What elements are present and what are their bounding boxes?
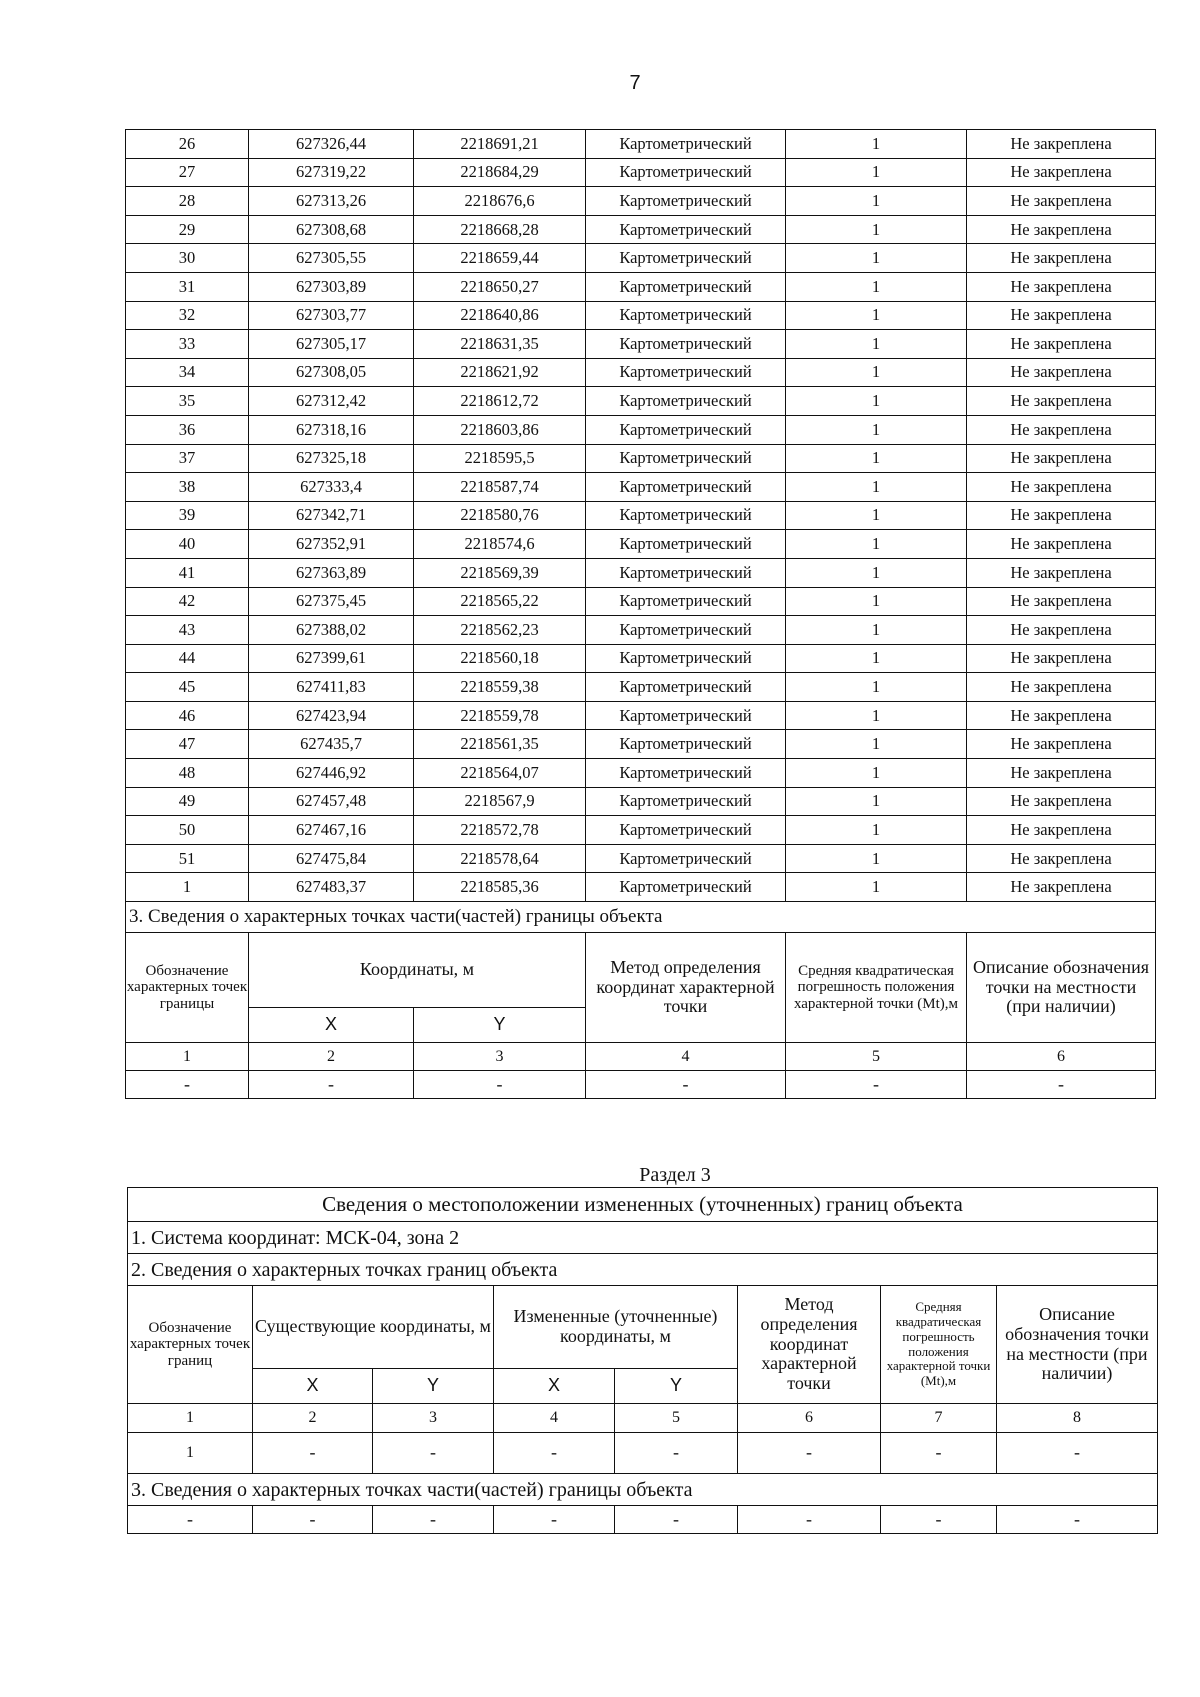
empty-cell: - (253, 1433, 373, 1474)
header-method: Метод определения координат характерной точки (586, 933, 786, 1043)
description-cell: Не закреплена (967, 701, 1156, 730)
description-cell: Не закреплена (967, 844, 1156, 873)
accuracy-cell: 1 (786, 558, 967, 587)
method-cell: Картометрический (586, 558, 786, 587)
x-coordinate-cell: 627308,68 (249, 215, 414, 244)
col-num-3: 3 (414, 1043, 586, 1071)
method-cell: Картометрический (586, 530, 786, 559)
description-cell: Не закреплена (967, 530, 1156, 559)
accuracy-cell: 1 (786, 701, 967, 730)
description-cell: Не закреплена (967, 330, 1156, 359)
table-row (126, 644, 1156, 673)
method-cell: Картометрический (586, 587, 786, 616)
empty-cell: - (494, 1433, 615, 1474)
header-description: Описание обозначения точки на местности (при наличии) (997, 1286, 1158, 1404)
accuracy-cell: 1 (786, 358, 967, 387)
col-num-4: 4 (586, 1043, 786, 1071)
method-cell: Картометрический (586, 444, 786, 473)
coordinate-system: 1. Система координат: МСК-04, зона 2 (128, 1222, 1158, 1254)
y-coordinate-cell: 2218585,36 (414, 873, 586, 902)
point-number-cell: 30 (126, 244, 249, 273)
method-cell: Картометрический (586, 301, 786, 330)
point-number-cell: 31 (126, 272, 249, 301)
accuracy-cell: 1 (786, 787, 967, 816)
method-cell: Картометрический (586, 158, 786, 187)
y-coordinate-cell: 2218612,72 (414, 387, 586, 416)
y-coordinate-cell: 2218684,29 (414, 158, 586, 187)
accuracy-cell: 1 (786, 215, 967, 244)
table-row (126, 244, 1156, 273)
point-number-cell: 38 (126, 473, 249, 502)
method-cell: Картометрический (586, 673, 786, 702)
changed-boundaries-table (127, 1187, 1158, 1534)
description-cell: Не закреплена (967, 587, 1156, 616)
parts-title: 3. Сведения о характерных точках части(частей) границы объекта (128, 1474, 1158, 1506)
description-cell: Не закреплена (967, 272, 1156, 301)
col-num-2: 2 (253, 1404, 373, 1433)
point-number-cell: 51 (126, 844, 249, 873)
x-coordinate-cell: 627326,44 (249, 130, 414, 159)
method-cell: Картометрический (586, 130, 786, 159)
description-cell: Не закреплена (967, 787, 1156, 816)
method-cell: Картометрический (586, 730, 786, 759)
accuracy-cell: 1 (786, 844, 967, 873)
x-coordinate-cell: 627435,7 (249, 730, 414, 759)
changed-boundaries-title: Сведения о местоположении измененных (уточненных) границ объекта (128, 1188, 1158, 1222)
accuracy-cell: 1 (786, 387, 967, 416)
empty-cell: - (881, 1506, 997, 1534)
x-coordinate-cell: 627312,42 (249, 387, 414, 416)
accuracy-cell: 1 (786, 816, 967, 845)
points-title: 2. Сведения о характерных точках границ объекта (128, 1254, 1158, 1286)
section-3-title: 3. Сведения о характерных точках части(частей) границы объекта (126, 902, 1156, 933)
table-row (126, 444, 1156, 473)
col-num-5: 5 (786, 1043, 967, 1071)
method-cell: Картометрический (586, 873, 786, 902)
header-method: Метод определения координат характерной точки (738, 1286, 881, 1404)
method-cell: Картометрический (586, 330, 786, 359)
method-cell: Картометрический (586, 616, 786, 645)
method-cell: Картометрический (586, 644, 786, 673)
y-coordinate-cell: 2218640,86 (414, 301, 586, 330)
point-number-cell: 39 (126, 501, 249, 530)
accuracy-cell: 1 (786, 272, 967, 301)
empty-cell: - (373, 1433, 494, 1474)
point-number-cell: 42 (126, 587, 249, 616)
accuracy-cell: 1 (786, 415, 967, 444)
method-cell: Картометрический (586, 415, 786, 444)
header-description: Описание обозначения точки на местности (при наличии) (967, 933, 1156, 1043)
y-coordinate-cell: 2218572,78 (414, 816, 586, 845)
method-cell: Картометрический (586, 187, 786, 216)
accuracy-cell: 1 (786, 530, 967, 559)
header-point-designation: Обозначение характерных точек границ (128, 1286, 253, 1404)
method-cell: Картометрический (586, 701, 786, 730)
col-num-2: 2 (249, 1043, 414, 1071)
table-row (126, 759, 1156, 788)
table-row (126, 130, 1156, 159)
table-row (126, 215, 1156, 244)
empty-cell: - (967, 1071, 1156, 1099)
description-cell: Не закреплена (967, 673, 1156, 702)
x-coordinate-cell: 627333,4 (249, 473, 414, 502)
description-cell: Не закреплена (967, 558, 1156, 587)
description-cell: Не закреплена (967, 158, 1156, 187)
empty-cell: - (494, 1506, 615, 1534)
accuracy-cell: 1 (786, 473, 967, 502)
table-row (126, 558, 1156, 587)
description-cell: Не закреплена (967, 816, 1156, 845)
x-coordinate-cell: 627446,92 (249, 759, 414, 788)
point-number-cell: 46 (126, 701, 249, 730)
x-coordinate-cell: 627475,84 (249, 844, 414, 873)
point-number-cell: 34 (126, 358, 249, 387)
description-cell: Не закреплена (967, 616, 1156, 645)
x-coordinate-cell: 627375,45 (249, 587, 414, 616)
description-cell: Не закреплена (967, 130, 1156, 159)
table-row (126, 415, 1156, 444)
y-coordinate-cell: 2218559,78 (414, 701, 586, 730)
accuracy-cell: 1 (786, 873, 967, 902)
header-accuracy: Средняя квадратическая погрешность положения характерной точки (Mt),м (786, 933, 967, 1043)
col-num-1: 1 (128, 1404, 253, 1433)
accuracy-cell: 1 (786, 301, 967, 330)
method-cell: Картометрический (586, 787, 786, 816)
y-coordinate-cell: 2218567,9 (414, 787, 586, 816)
y-coordinate-cell: 2218668,28 (414, 215, 586, 244)
table-row (126, 816, 1156, 845)
description-cell: Не закреплена (967, 730, 1156, 759)
header-existing-coords: Существующие координаты, м (253, 1286, 494, 1369)
y-coordinate-cell: 2218603,86 (414, 415, 586, 444)
header-x: X (249, 1008, 414, 1043)
x-coordinate-cell: 627318,16 (249, 415, 414, 444)
table-row (126, 158, 1156, 187)
table-row (126, 701, 1156, 730)
header-point-designation: Обозначение характерных точек границы (126, 933, 249, 1043)
y-coordinate-cell: 2218621,92 (414, 358, 586, 387)
point-number-cell: 45 (126, 673, 249, 702)
table-row (126, 358, 1156, 387)
description-cell: Не закреплена (967, 244, 1156, 273)
page-number: 7 (629, 72, 641, 94)
point-number-cell: 50 (126, 816, 249, 845)
section-heading: Раздел 3 (639, 1164, 711, 1186)
accuracy-cell: 1 (786, 644, 967, 673)
empty-cell: - (249, 1071, 414, 1099)
method-cell: Картометрический (586, 358, 786, 387)
point-number-cell: 44 (126, 644, 249, 673)
description-cell: Не закреплена (967, 215, 1156, 244)
accuracy-cell: 1 (786, 587, 967, 616)
description-cell: Не закреплена (967, 387, 1156, 416)
point-number-cell: 37 (126, 444, 249, 473)
point-number-cell: 26 (126, 130, 249, 159)
x-coordinate-cell: 627308,05 (249, 358, 414, 387)
empty-cell: - (615, 1506, 738, 1534)
accuracy-cell: 1 (786, 501, 967, 530)
boundary-points-rows (126, 130, 1156, 902)
x-coordinate-cell: 627303,89 (249, 272, 414, 301)
empty-cell: - (586, 1071, 786, 1099)
x-coordinate-cell: 627399,61 (249, 644, 414, 673)
description-cell: Не закреплена (967, 415, 1156, 444)
point-number-cell: 41 (126, 558, 249, 587)
table-row (126, 530, 1156, 559)
boundary-points-table (125, 129, 1156, 1099)
point-number-cell: 33 (126, 330, 249, 359)
empty-cell: - (253, 1506, 373, 1534)
description-cell: Не закреплена (967, 473, 1156, 502)
x-coordinate-cell: 627467,16 (249, 816, 414, 845)
x-coordinate-cell: 627457,48 (249, 787, 414, 816)
description-cell: Не закреплена (967, 358, 1156, 387)
empty-cell: - (126, 1071, 249, 1099)
y-coordinate-cell: 2218564,07 (414, 759, 586, 788)
header-changed-coords: Измененные (уточненные) координаты, м (494, 1286, 738, 1369)
x-coordinate-cell: 627423,94 (249, 701, 414, 730)
accuracy-cell: 1 (786, 730, 967, 759)
accuracy-cell: 1 (786, 759, 967, 788)
point-number-cell: 35 (126, 387, 249, 416)
description-cell: Не закреплена (967, 873, 1156, 902)
accuracy-cell: 1 (786, 130, 967, 159)
table-row (126, 501, 1156, 530)
point-number-cell: 28 (126, 187, 249, 216)
empty-cell: - (738, 1506, 881, 1534)
accuracy-cell: 1 (786, 444, 967, 473)
description-cell: Не закреплена (967, 301, 1156, 330)
y-coordinate-cell: 2218578,64 (414, 844, 586, 873)
col-num-8: 8 (997, 1404, 1158, 1433)
empty-cell: - (786, 1071, 967, 1099)
empty-cell: - (738, 1433, 881, 1474)
col-num-5: 5 (615, 1404, 738, 1433)
accuracy-cell: 1 (786, 330, 967, 359)
table-row (126, 587, 1156, 616)
table-row (126, 873, 1156, 902)
y-coordinate-cell: 2218676,6 (414, 187, 586, 216)
x-coordinate-cell: 627411,83 (249, 673, 414, 702)
point-number-cell: 32 (126, 301, 249, 330)
method-cell: Картометрический (586, 215, 786, 244)
y-coordinate-cell: 2218561,35 (414, 730, 586, 759)
method-cell: Картометрический (586, 272, 786, 301)
x-coordinate-cell: 627305,55 (249, 244, 414, 273)
col-num-6: 6 (738, 1404, 881, 1433)
point-number-cell: 1 (126, 873, 249, 902)
y-coordinate-cell: 2218631,35 (414, 330, 586, 359)
table-row (126, 387, 1156, 416)
x-coordinate-cell: 627363,89 (249, 558, 414, 587)
point-number-cell: 40 (126, 530, 249, 559)
method-cell: Картометрический (586, 759, 786, 788)
method-cell: Картометрический (586, 244, 786, 273)
point-number-cell: 36 (126, 415, 249, 444)
point-number-cell: 29 (126, 215, 249, 244)
table-row (126, 730, 1156, 759)
header-y-existing: Y (373, 1369, 494, 1404)
accuracy-cell: 1 (786, 244, 967, 273)
header-accuracy: Средняя квадратическая погрешность положения характерной точки (Mt),м (881, 1286, 997, 1404)
header-coordinates: Координаты, м (249, 933, 586, 1008)
method-cell: Картометрический (586, 501, 786, 530)
point-cell: 1 (128, 1433, 253, 1474)
accuracy-cell: 1 (786, 673, 967, 702)
empty-cell: - (997, 1433, 1158, 1474)
y-coordinate-cell: 2218560,18 (414, 644, 586, 673)
table-row (126, 330, 1156, 359)
col-num-7: 7 (881, 1404, 997, 1433)
accuracy-cell: 1 (786, 616, 967, 645)
description-cell: Не закреплена (967, 501, 1156, 530)
point-number-cell: 49 (126, 787, 249, 816)
empty-cell: - (615, 1433, 738, 1474)
x-coordinate-cell: 627352,91 (249, 530, 414, 559)
y-coordinate-cell: 2218587,74 (414, 473, 586, 502)
description-cell: Не закреплена (967, 759, 1156, 788)
x-coordinate-cell: 627313,26 (249, 187, 414, 216)
col-num-1: 1 (126, 1043, 249, 1071)
col-num-4: 4 (494, 1404, 615, 1433)
accuracy-cell: 1 (786, 187, 967, 216)
y-coordinate-cell: 2218559,38 (414, 673, 586, 702)
table-row (126, 673, 1156, 702)
method-cell: Картометрический (586, 387, 786, 416)
x-coordinate-cell: 627319,22 (249, 158, 414, 187)
description-cell: Не закреплена (967, 444, 1156, 473)
y-coordinate-cell: 2218691,21 (414, 130, 586, 159)
table-row (126, 187, 1156, 216)
x-coordinate-cell: 627325,18 (249, 444, 414, 473)
empty-cell: - (414, 1071, 586, 1099)
table-row (126, 301, 1156, 330)
empty-cell: - (373, 1506, 494, 1534)
y-coordinate-cell: 2218562,23 (414, 616, 586, 645)
x-coordinate-cell: 627388,02 (249, 616, 414, 645)
col-num-6: 6 (967, 1043, 1156, 1071)
point-number-cell: 48 (126, 759, 249, 788)
header-y-changed: Y (615, 1369, 738, 1404)
col-num-3: 3 (373, 1404, 494, 1433)
table-row (126, 844, 1156, 873)
x-coordinate-cell: 627342,71 (249, 501, 414, 530)
x-coordinate-cell: 627483,37 (249, 873, 414, 902)
description-cell: Не закреплена (967, 187, 1156, 216)
table-row (126, 272, 1156, 301)
empty-cell: - (881, 1433, 997, 1474)
header-x-existing: X (253, 1369, 373, 1404)
y-coordinate-cell: 2218569,39 (414, 558, 586, 587)
header-y: Y (414, 1008, 586, 1043)
accuracy-cell: 1 (786, 158, 967, 187)
description-cell: Не закреплена (967, 644, 1156, 673)
y-coordinate-cell: 2218595,5 (414, 444, 586, 473)
method-cell: Картометрический (586, 844, 786, 873)
point-number-cell: 43 (126, 616, 249, 645)
x-coordinate-cell: 627305,17 (249, 330, 414, 359)
y-coordinate-cell: 2218565,22 (414, 587, 586, 616)
header-x-changed: X (494, 1369, 615, 1404)
y-coordinate-cell: 2218650,27 (414, 272, 586, 301)
point-number-cell: 27 (126, 158, 249, 187)
empty-cell: - (997, 1506, 1158, 1534)
x-coordinate-cell: 627303,77 (249, 301, 414, 330)
table-row (126, 473, 1156, 502)
method-cell: Картометрический (586, 816, 786, 845)
empty-cell: - (128, 1506, 253, 1534)
method-cell: Картометрический (586, 473, 786, 502)
point-number-cell: 47 (126, 730, 249, 759)
table-row (126, 616, 1156, 645)
y-coordinate-cell: 2218574,6 (414, 530, 586, 559)
table-row (126, 787, 1156, 816)
y-coordinate-cell: 2218659,44 (414, 244, 586, 273)
y-coordinate-cell: 2218580,76 (414, 501, 586, 530)
